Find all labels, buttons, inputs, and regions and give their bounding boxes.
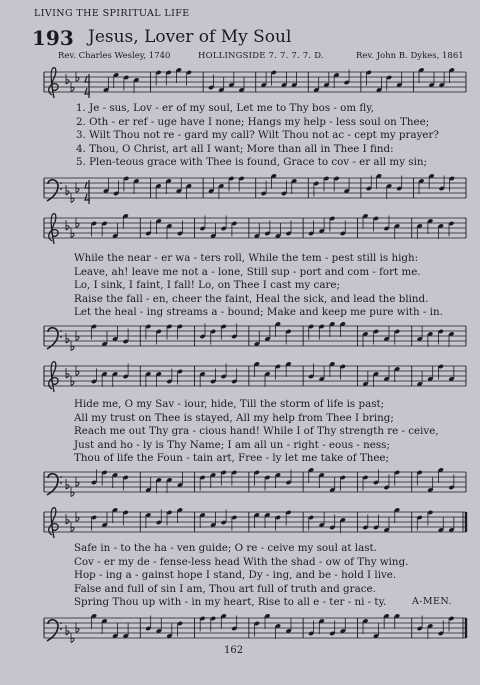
- lyric-line: 1. Je - sus, Lov - er of my soul, Let me to Thy bos - om fly,: [76, 102, 374, 114]
- lyric-line: All my trust on Thee is stayed, All my help from Thee I bring;: [74, 411, 394, 424]
- flat-icon: [76, 77, 79, 81]
- flat-icon: [71, 381, 74, 385]
- hymn-number: 193: [32, 26, 74, 50]
- flat-icon: [71, 492, 74, 496]
- bass-staff-4: [0, 608, 480, 644]
- flat-icon: [71, 527, 74, 531]
- flat-icon: [71, 198, 74, 202]
- lyric-line: Spring Thou up with - in my heart, Rise to all e - ter - ni - ty.: [74, 596, 387, 608]
- page-number: 162: [224, 645, 244, 656]
- lyric-line: 4. Thou, O Christ, art all I want; More than all in Thee I find:: [76, 142, 394, 155]
- lyric-line: Leave, ah! leave me not a - lone, Still sup - port and com - fort me.: [74, 265, 421, 278]
- time-signature-icon: [85, 180, 90, 192]
- treble-staff-3: [0, 356, 480, 398]
- flat-icon: [71, 346, 74, 350]
- lyric-line: While the near - er wa - ters roll, While the tem - pest still is high:: [74, 252, 419, 264]
- flat-icon: [76, 371, 79, 375]
- flat-icon: [71, 233, 74, 237]
- clef-dot-icon: [60, 628, 62, 630]
- lyric-line: Thou of life the Foun - tain art, Free - ly let me take of Thee;: [74, 452, 389, 464]
- words-credit: Rev. Charles Wesley, 1740: [58, 51, 171, 61]
- lyric-line: Let the heal - ing streams a - bound; Make and keep me pure with - in.: [74, 306, 443, 318]
- clef-dot-icon: [60, 476, 62, 478]
- bass-staff-3: [0, 462, 480, 502]
- flat-icon: [76, 517, 79, 521]
- lyric-line: Safe in - to the ha - ven guide; O re - ceive my soul at last.: [74, 542, 377, 554]
- treble-staff-2: [0, 208, 480, 252]
- flat-icon: [76, 628, 79, 632]
- treble-staff-1: [0, 62, 480, 104]
- flat-icon: [76, 336, 79, 340]
- flat-icon: [76, 482, 79, 486]
- flat-icon: [76, 188, 79, 192]
- clef-dot-icon: [60, 188, 62, 190]
- lyric-line: Reach me out Thy gra - cious hand! While I of Thy strength re - ceive,: [74, 425, 439, 437]
- section-heading: LIVING THE SPIRITUAL LIFE: [34, 8, 190, 19]
- lyric-line: Hide me, O my Sav - iour, hide, Till the storm of life is past;: [74, 398, 385, 410]
- clef-dot-icon: [60, 330, 62, 332]
- lyric-line: Raise the fall - en, cheer the faint, Heal the sick, and lead the blind.: [74, 292, 429, 305]
- lyric-line: False and full of sin I am, Thou art full of truth and grace.: [74, 582, 376, 595]
- amen-label: A-MEN.: [412, 596, 452, 607]
- lyric-line: 3. Wilt Thou not re - gard my call? Wilt Thou not ac - cept my prayer?: [76, 129, 439, 141]
- lyric-line: Hop - ing a - gainst hope I stand, Dy - ing, and be - hold I live.: [74, 569, 397, 581]
- tune-name: HOLLINGSIDE 7. 7. 7. 7. D.: [198, 51, 324, 61]
- lyric-line: 2. Oth - er ref - uge have I none; Hangs my help - less soul on Thee;: [76, 115, 430, 128]
- lyric-line: 5. Plen-teous grace with Thee is found, Grace to cov - er all my sin;: [76, 156, 427, 168]
- lyric-line: Just and ho - ly is Thy Name; I am all un - right - eous - ness;: [74, 438, 390, 451]
- flat-icon: [76, 223, 79, 227]
- bass-staff-2: [0, 316, 480, 356]
- bass-staff-1: [0, 168, 480, 208]
- hymn-title: Jesus, Lover of My Soul: [88, 27, 292, 47]
- lyric-line: Cov - er my de - fense-less head With the shad - ow of Thy wing.: [74, 555, 409, 568]
- clef-dot-icon: [60, 182, 62, 184]
- flat-icon: [71, 87, 74, 91]
- treble-staff-4: [0, 502, 480, 542]
- lyric-line: Lo, I sink, I faint, I fall! Lo, on Thee I cast my care;: [74, 279, 340, 291]
- music-credit: Rev. John B. Dykes, 1861: [356, 51, 464, 61]
- clef-dot-icon: [60, 482, 62, 484]
- clef-dot-icon: [60, 622, 62, 624]
- flat-icon: [71, 638, 74, 642]
- clef-dot-icon: [60, 336, 62, 338]
- time-signature-icon: [85, 74, 90, 86]
